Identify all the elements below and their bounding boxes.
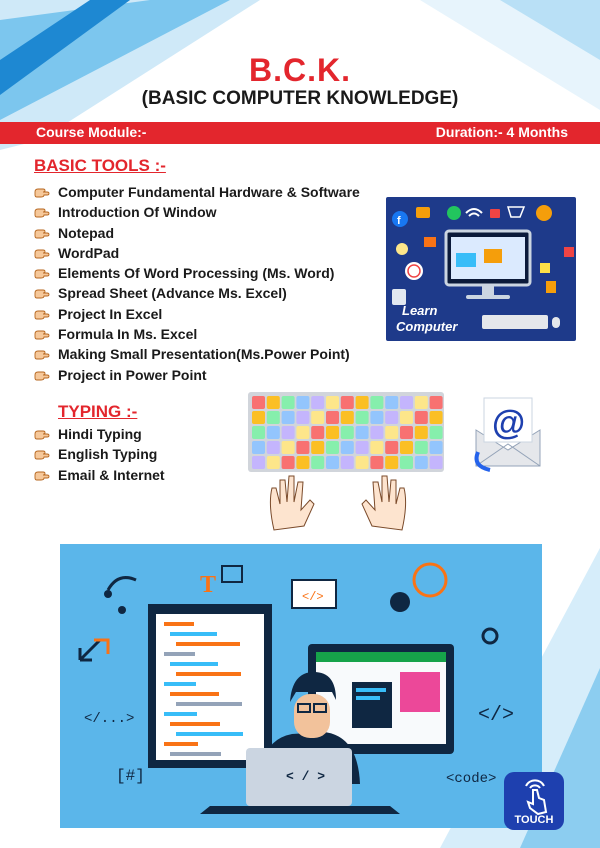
list-item: Computer Fundamental Hardware & Software [34,182,360,202]
keyboard-key [385,456,398,469]
keyboard-key [341,426,354,439]
keyboard-key [385,396,398,409]
keyboard-key [311,396,324,409]
coding-scene [60,544,542,828]
keyboard-key [370,441,383,454]
code-line [164,712,197,716]
keyboard-key [415,396,428,409]
keyboard-key [252,396,265,409]
keyboard-key [267,426,280,439]
keyboard-key [252,456,265,469]
page-subtitle: (BASIC COMPUTER KNOWLEDGE) [141,88,459,109]
learn-computer-graphic [386,197,576,341]
code-line [164,682,196,686]
keyboard-key [267,441,280,454]
svg-text:@: @ [492,404,526,442]
list-item: WordPad [34,243,360,263]
keyboard-key [252,426,265,439]
pointing-hand-icon [34,185,50,199]
basic-tools-heading: BASIC TOOLS :- [34,156,166,175]
pointing-hand-icon [34,368,50,382]
tag-text-3: [#] [116,767,145,785]
pointing-hand-icon [34,205,50,219]
code-line [164,652,195,656]
keyboard-key [385,411,398,424]
keyboard-key [282,396,295,409]
keyboard-key [296,396,309,409]
typing-list [34,424,165,485]
keyboard-key [370,411,383,424]
email-envelope-icon [468,392,548,472]
keyboard-illustration [232,392,444,540]
keyboard-key [296,426,309,439]
keyboard-key [400,411,413,424]
duration-label: Duration:- 4 Months [435,124,568,140]
course-module-label: Course Module:- [36,124,147,140]
tag-text-1: </...> [84,711,135,727]
svg-text:f: f [397,215,401,227]
list-item: Project In Excel [34,304,360,324]
keyboard-key [370,396,383,409]
keyboard-key [430,456,443,469]
course-module-bar [0,122,600,144]
typing-heading: TYPING :- [58,402,138,421]
pointing-hand-icon [34,327,50,341]
keyboard-key [341,411,354,424]
keyboard-key [356,396,369,409]
browser-code-label: </> [302,590,324,604]
keyboard-key [326,411,339,424]
keyboard-key [385,426,398,439]
list-item: Making Small Presentation(Ms.Power Point) [34,344,360,364]
keyboard-key [252,411,265,424]
keyboard-key [430,441,443,454]
code-line [170,692,219,696]
keyboard-key [296,456,309,469]
keyboard-key [415,456,428,469]
code-line [170,662,218,666]
touch-label: TOUCH [514,814,554,826]
code-line [170,752,221,756]
pointing-hand-icon [34,427,50,441]
keyboard-key [430,396,443,409]
list-item: Email & Internet [34,465,165,485]
pointing-hand-icon [34,246,50,260]
keyboard-key [356,426,369,439]
list-item: English Typing [34,444,165,464]
keyboard-key [326,456,339,469]
keyboard-key [356,441,369,454]
code-line [164,742,198,746]
list-item: Spread Sheet (Advance Ms. Excel) [34,283,360,303]
basic-tools-list [34,182,360,385]
keyboard-key [341,456,354,469]
list-item: Project in Power Point [34,365,360,385]
keyboard-key [415,441,428,454]
pointing-hand-icon [34,266,50,280]
email-graphic [468,392,548,472]
keyboard-key [296,411,309,424]
keyboard-key [415,411,428,424]
keyboard-key [282,426,295,439]
laptop-code-label: < / > [286,769,326,784]
text-tool-icon: T [200,572,217,598]
pointing-hand-icon [34,468,50,482]
pointing-hand-icon [34,307,50,321]
keyboard-key [400,396,413,409]
code-line [176,732,243,736]
programmer-illustration [60,544,542,828]
list-item: Notepad [34,223,360,243]
code-line [170,632,217,636]
list-item: Formula In Ms. Excel [34,324,360,344]
right-hand-icon [362,476,406,530]
keyboard-key [415,426,428,439]
keyboard-key [326,426,339,439]
keyboard-key [341,441,354,454]
left-hand-icon [270,476,314,530]
keyboard-key [282,411,295,424]
keyboard-key [296,441,309,454]
touch-button[interactable] [504,772,564,830]
keyboard-key [282,456,295,469]
computer-text: Computer [396,319,458,334]
keyboard-key [311,441,324,454]
keyboard-key [400,441,413,454]
list-item: Elements Of Word Processing (Ms. Word) [34,263,360,283]
pointing-hand-icon [34,286,50,300]
keyboard-key [311,411,324,424]
code-line [176,642,240,646]
keyboard-key [267,411,280,424]
keyboard-key [356,456,369,469]
keyboard-key [341,396,354,409]
pointing-hand-icon [34,347,50,361]
keyboard-key [326,396,339,409]
tag-text-4: <code> [446,771,497,787]
keyboard-key [267,456,280,469]
keyboard-key [282,441,295,454]
keyboard-key [311,426,324,439]
keyboard-key [400,426,413,439]
page-title: B.C.K. [249,52,351,88]
list-item: Hindi Typing [34,424,165,444]
learn-computer-illustration [386,197,576,341]
code-line [176,672,241,676]
touch-hand-icon [504,772,564,816]
keyboard-key [267,396,280,409]
learn-text: Learn [402,303,438,318]
keyboard-key [400,456,413,469]
code-line [176,702,242,706]
list-item: Introduction Of Window [34,202,360,222]
keyboard-key [430,411,443,424]
code-line [164,622,194,626]
keyboard-key [252,441,265,454]
keyboard-key [370,456,383,469]
keyboard-key [326,441,339,454]
keyboard-key [311,456,324,469]
keyboard-key [356,411,369,424]
tag-text-2: </> [478,704,515,727]
code-line [170,722,220,726]
keyboard-hands-graphic [232,392,444,540]
keyboard-key [370,426,383,439]
pointing-hand-icon [34,226,50,240]
pointing-hand-icon [34,447,50,461]
keyboard-key [385,441,398,454]
keyboard-key [430,426,443,439]
